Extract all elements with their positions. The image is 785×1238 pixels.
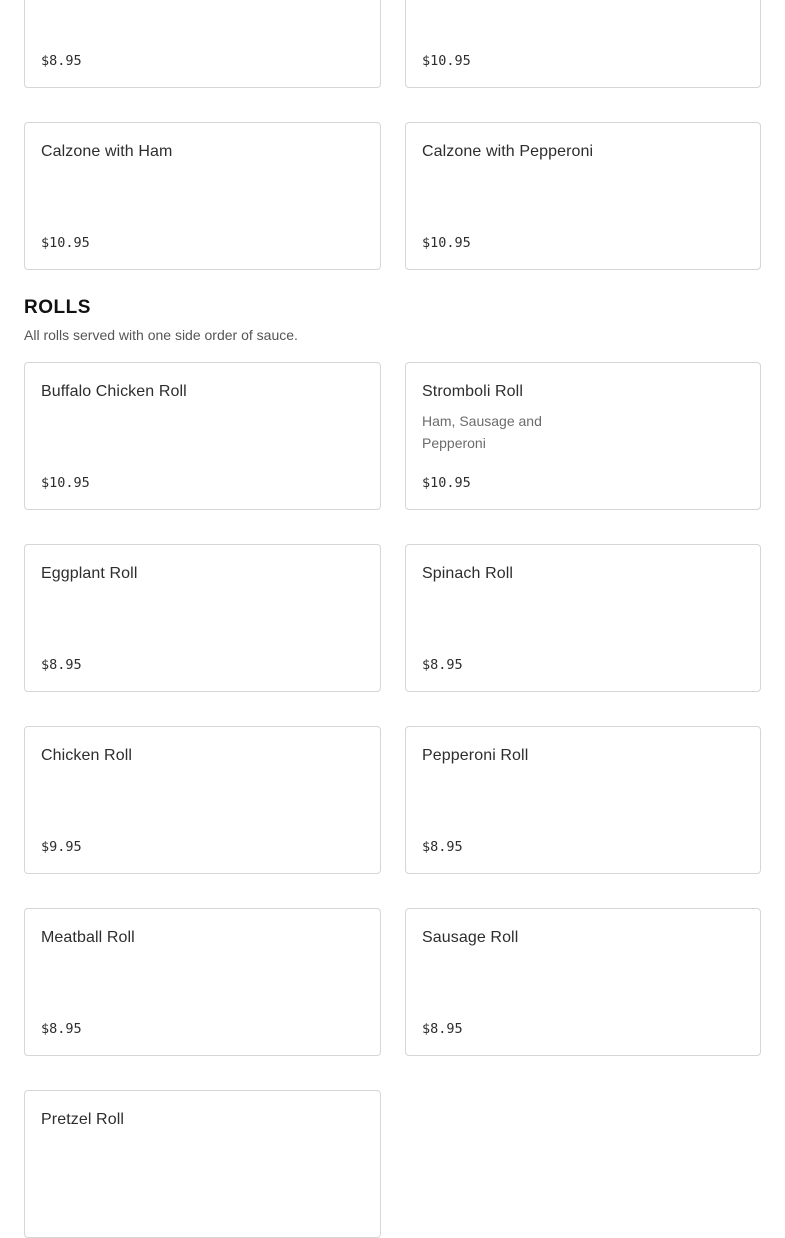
menu-item-name: Stromboli Roll [422, 383, 523, 400]
menu-item-card[interactable] [24, 362, 381, 510]
menu-item-description: Ham, Sausage and Pepperoni [422, 413, 542, 451]
menu-item-name: Calzone with Pepperoni [422, 143, 594, 160]
menu-item-price: $10.95 [422, 475, 471, 491]
menu-item-card[interactable] [405, 122, 761, 270]
menu-item-name: Chicken Roll [41, 747, 133, 764]
menu-item-price: $10.95 [422, 235, 471, 251]
section-title: ROLLS [24, 297, 91, 318]
menu-item-price: $8.95 [41, 657, 82, 673]
menu-item-name: Calzone with Ham [41, 143, 173, 160]
section-subtitle: All rolls served with one side order of sauce. [24, 327, 298, 343]
menu-item-card[interactable] [24, 544, 381, 692]
menu-item-price: $9.95 [41, 839, 82, 855]
menu-item-card[interactable] [24, 908, 381, 1056]
menu-item-card[interactable] [405, 544, 761, 692]
menu-item-price: $10.95 [41, 475, 90, 491]
menu-item-price: $8.95 [422, 839, 463, 855]
menu-item-card[interactable] [24, 122, 381, 270]
menu-item-card[interactable] [24, 1090, 381, 1238]
menu-item-name: Buffalo Chicken Roll [41, 383, 187, 400]
menu-item-card[interactable] [405, 362, 761, 510]
menu-item-card[interactable] [24, 0, 381, 88]
menu-item-name: Eggplant Roll [41, 565, 138, 582]
menu-item-name: Pretzel Roll [41, 1111, 125, 1128]
menu-item-card[interactable] [405, 908, 761, 1056]
menu-item-card[interactable] [405, 726, 761, 874]
menu-item-name: Pepperoni Roll [422, 747, 529, 764]
menu-item-price: $10.95 [41, 235, 90, 251]
menu-item-name: Meatball Roll [41, 929, 135, 946]
menu-item-price: $8.95 [422, 657, 463, 673]
menu-item-price: $8.95 [41, 53, 82, 69]
menu-item-name: Sausage Roll [422, 929, 519, 946]
menu-item-name: Spinach Roll [422, 565, 514, 582]
menu-item-price: $8.95 [41, 1021, 82, 1037]
menu-item-card[interactable] [405, 0, 761, 88]
menu-item-price: $10.95 [422, 53, 471, 69]
menu-item-price: $8.95 [422, 1021, 463, 1037]
menu-item-card[interactable] [24, 726, 381, 874]
